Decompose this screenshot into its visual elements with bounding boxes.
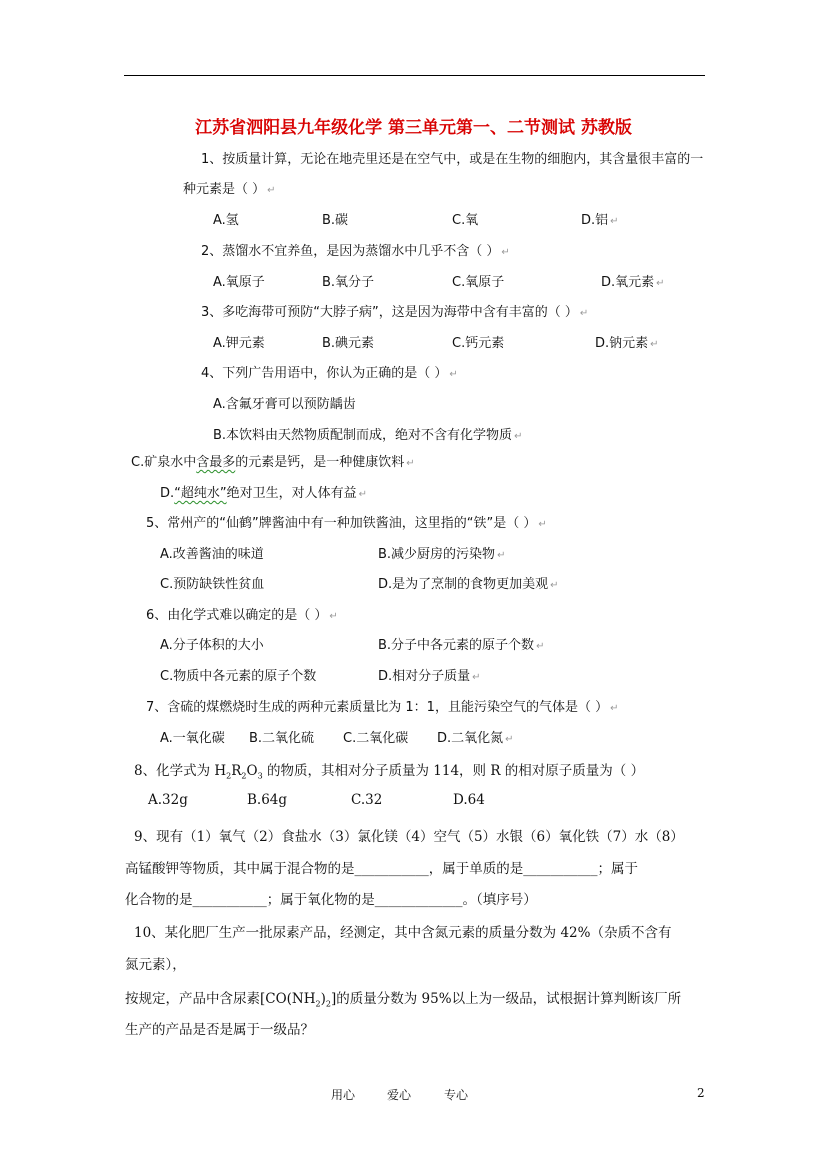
question-6-option-d: D.相对分子质量 ↵: [378, 669, 481, 684]
footer-item-3: 专心: [444, 1088, 469, 1102]
question-1-option-b: B.碳: [322, 213, 349, 228]
question-8-line-1: 8、化学式为 $H_2R_2O_3$ 的物质，其相对分子质量为 114，则 R 的相对原子质量为（ ）: [134, 763, 645, 781]
question-7-option-c: C.二氧化碳: [343, 731, 409, 746]
question-10-line-3: 按规定，产品中含尿素$[CO(NH_2)_2]$的质量分数为 95%以上为一级品，试根据计算判断该厂所: [125, 991, 682, 1009]
question-4-option-a: A.含氟牙膏可以预防龋齿: [213, 397, 356, 412]
question-6-line-1: 6、由化学式难以确定的是（ ） ↵: [146, 608, 338, 623]
question-10-line-1: 10、某化肥厂生产一批尿素产品，经测定，其中含氮元素的质量分数为 42%（杂质不含有: [134, 925, 672, 941]
question-1-line-2: 种元素是（ ） ↵: [183, 182, 276, 197]
question-4-option-c: C.矿泉水中含最多的元素是钙，是一种健康饮料 ↵: [131, 455, 415, 470]
header-rule: [124, 75, 705, 76]
question-10-line-2: 氮元素），: [125, 957, 186, 973]
paragraph-mark-icon: ↵: [406, 458, 415, 469]
paragraph-mark-icon: ↵: [514, 431, 523, 442]
question-4-line-1: 4、下列广告用语中，你认为正确的是（ ） ↵: [201, 366, 458, 381]
question-6-option-b: B.分子中各元素的原子个数 ↵: [378, 638, 545, 653]
question-4-option-b: B.本饮料由天然物质配制而成，绝对不含有化学物质 ↵: [213, 428, 523, 443]
question-8-option-a: A.32g: [148, 792, 188, 808]
paragraph-mark-icon: ↵: [610, 703, 619, 714]
question-5-option-b: B.减少厨房的污染物 ↵: [378, 547, 506, 562]
question-1-option-c: C.氧: [452, 213, 479, 228]
paragraph-mark-icon: ↵: [656, 278, 665, 289]
question-3-option-c: C.钙元素: [452, 336, 505, 351]
question-2-option-c: C.氧原子: [452, 275, 505, 290]
paragraph-mark-icon: ↵: [579, 308, 589, 319]
paragraph-mark-icon: ↵: [449, 369, 458, 380]
paragraph-mark-icon: ↵: [497, 550, 506, 561]
question-6-option-c: C.物质中各元素的原子个数: [160, 669, 317, 684]
paragraph-mark-icon: ↵: [650, 339, 659, 350]
question-9-line-1: 9、现有（1）氧气（2）食盐水（3）氯化镁（4）空气（5）水银（6）氧化铁（7）水（8）: [134, 829, 684, 845]
question-1-line-1: 1、按质量计算，无论在地壳里还是在空气中，或是在生物的细胞内，其含量很丰富的一: [201, 152, 704, 167]
paragraph-mark-icon: ↵: [610, 216, 619, 227]
paragraph-mark-icon: ↵: [329, 611, 338, 622]
footer-item-1: 用心: [331, 1088, 356, 1102]
question-3-option-a: A.钾元素: [213, 336, 265, 351]
question-2-option-b: B.氧分子: [322, 275, 375, 290]
question-7-option-a: A.一氧化碳: [160, 731, 225, 746]
question-7-option-b: B.二氧化硫: [249, 731, 315, 746]
question-8-option-c: C.32: [351, 792, 383, 808]
paragraph-mark-icon: ↵: [267, 185, 276, 196]
question-7-line-1: 7、含硫的煤燃烧时生成的两种元素质量比为 1：1，且能污染空气的气体是（ ） ↵: [146, 700, 619, 715]
question-5-line-1: 5、常州产的“仙鹤”牌酱油中有一种加铁酱油，这里指的“铁”是（ ） ↵: [146, 516, 547, 531]
question-2-option-a: A.氧原子: [213, 275, 265, 290]
question-1-option-d: D.铝 ↵: [581, 213, 619, 228]
question-3-option-d: D.钠元素 ↵: [595, 336, 659, 351]
paragraph-mark-icon: ↵: [505, 734, 514, 745]
paragraph-mark-icon: ↵: [536, 641, 545, 652]
question-3-option-b: B.碘元素: [322, 336, 375, 351]
question-8-option-b: B.64g: [247, 792, 288, 808]
question-2-option-d: D.氧元素 ↵: [601, 275, 665, 290]
question-6-option-a: A.分子体积的大小: [160, 638, 264, 653]
page-number: 2: [697, 1086, 705, 1100]
question-1-option-a: A.氢: [213, 213, 239, 228]
question-9-line-3: 化合物的是___________；属于氧化物的是_____________。（填序号）: [125, 892, 537, 908]
paragraph-mark-icon: ↵: [358, 489, 368, 500]
document-title: 江苏省泗阳县九年级化学 第三单元第一、二节测试 苏教版: [195, 118, 632, 138]
question-2-line-1: 2、蒸馏水不宜养鱼，是因为蒸馏水中几乎不含（ ） ↵: [201, 244, 510, 259]
question-5-option-a: A.改善酱油的味道: [160, 547, 264, 562]
question-10-line-4: 生产的产品是否是属于一级品？: [125, 1022, 314, 1038]
question-7-option-d: D.二氧化氮 ↵: [437, 731, 514, 746]
paragraph-mark-icon: ↵: [550, 580, 559, 591]
question-3-line-1: 3、多吃海带可预防“大脖子病”，这是因为海带中含有丰富的（ ） ↵: [201, 305, 589, 320]
paragraph-mark-icon: ↵: [538, 519, 547, 530]
paragraph-mark-icon: ↵: [472, 672, 481, 683]
question-8-option-d: D.64: [453, 792, 485, 808]
question-5-option-c: C.预防缺铁性贫血: [160, 577, 265, 592]
question-5-option-d: D.是为了烹制的食物更加美观 ↵: [378, 577, 559, 592]
footer-item-2: 爱心: [387, 1088, 412, 1102]
question-9-line-2: 高锰酸钾等物质，其中属于混合物的是___________，属于单质的是___________；属于: [125, 861, 638, 877]
question-4-option-d: D.“超纯水”绝对卫生，对人体有益 ↵: [160, 486, 368, 501]
paragraph-mark-icon: ↵: [501, 247, 510, 258]
